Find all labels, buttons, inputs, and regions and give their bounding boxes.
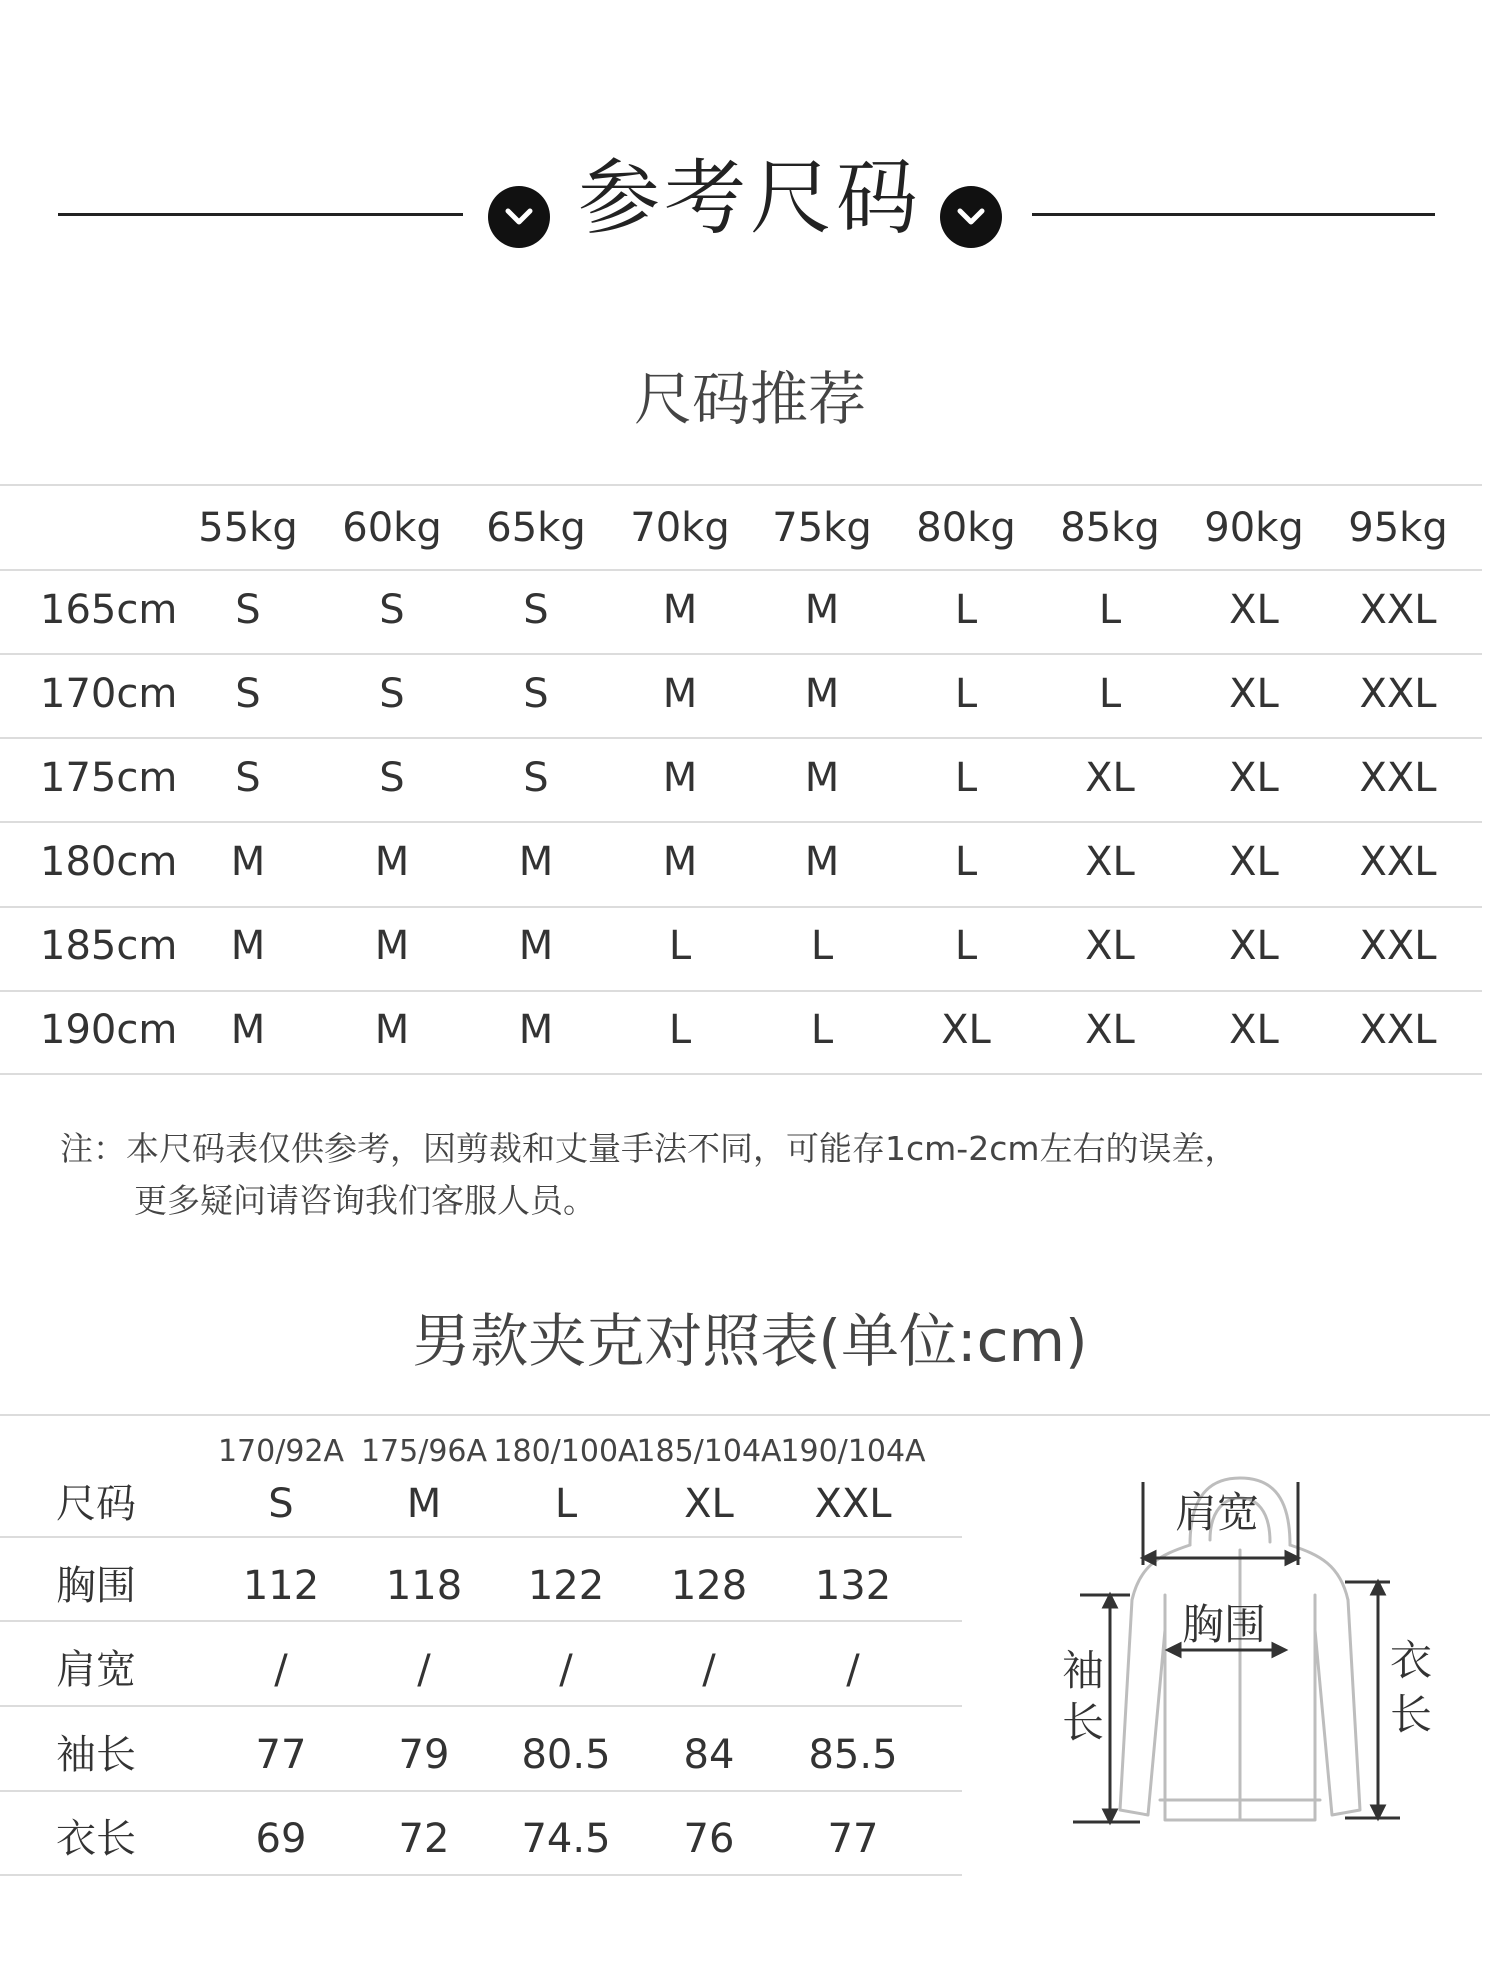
size-cell: XL (1229, 839, 1279, 885)
measure-cell: 72 (398, 1816, 450, 1862)
table-divider (0, 821, 1482, 823)
size-cell: M (374, 1007, 410, 1053)
size-cell: M (662, 839, 698, 885)
measure-cell: / (702, 1647, 716, 1693)
table-divider (0, 737, 1482, 739)
size-cell: M (662, 671, 698, 717)
measure-label: 袖长 (56, 1732, 136, 1778)
size-cell: S (268, 1481, 294, 1527)
spec-label: 185/104A (636, 1434, 782, 1469)
size-cell: M (804, 755, 840, 801)
size-cell: M (662, 587, 698, 633)
height-label: 185cm (40, 923, 178, 969)
size-cell: XL (1085, 923, 1135, 969)
chest-label: 胸围 (1182, 1600, 1267, 1649)
header-right-line (1032, 213, 1435, 216)
table-divider (0, 484, 1482, 486)
shoulder-label: 肩宽 (1175, 1488, 1260, 1537)
size-cell: S (379, 755, 405, 801)
size-cell: S (523, 755, 549, 801)
size-cell: S (235, 671, 261, 717)
measure-cell: 112 (242, 1563, 320, 1609)
weight-header: 70kg (630, 505, 730, 551)
measure-cell: / (846, 1647, 860, 1693)
size-cell: M (230, 1007, 266, 1053)
spec-label: 180/100A (493, 1434, 639, 1469)
table-divider (0, 569, 1482, 571)
size-cell: XL (1085, 839, 1135, 885)
measure-cell: 77 (255, 1732, 307, 1778)
table-divider (0, 1073, 1482, 1075)
weight-header: 95kg (1348, 505, 1448, 551)
table-divider (0, 1620, 962, 1622)
size-cell: XL (1229, 671, 1279, 717)
note-line-1: 注：本尺码表仅供参考，因剪裁和丈量手法不同，可能存1cm-2cm左右的误差， (60, 1129, 1238, 1168)
height-label: 165cm (40, 587, 178, 633)
measure-cell: 77 (827, 1816, 879, 1862)
page-title: 参考尺码 (577, 151, 922, 246)
weight-header: 85kg (1060, 505, 1160, 551)
measure-cell: 79 (398, 1732, 450, 1778)
table-divider (0, 906, 1482, 908)
height-label: 180cm (40, 839, 178, 885)
size-cell: XXL (1359, 671, 1437, 717)
measure-cell: 74.5 (521, 1816, 611, 1862)
size-cell: L (668, 1007, 692, 1053)
measure-label: 衣长 (56, 1816, 136, 1862)
measure-cell: / (417, 1647, 431, 1693)
size-cell: XL (1085, 1007, 1135, 1053)
size-cell: M (374, 923, 410, 969)
size-cell: M (518, 839, 554, 885)
size-cell: M (804, 671, 840, 717)
size-cell: S (523, 671, 549, 717)
table-divider (0, 653, 1482, 655)
size-cell: L (954, 671, 978, 717)
size-cell: S (235, 587, 261, 633)
size-cell: XXL (1359, 1007, 1437, 1053)
measure-cell: 128 (670, 1563, 748, 1609)
height-label: 190cm (40, 1007, 178, 1053)
size-cell: XL (1229, 587, 1279, 633)
measure-cell: 76 (683, 1816, 735, 1862)
table-divider (0, 990, 1482, 992)
length-label-2: 长 (1390, 1690, 1433, 1739)
size-cell: M (662, 755, 698, 801)
size-cell: M (804, 587, 840, 633)
size-cell: L (954, 923, 978, 969)
size-cell: XXL (1359, 755, 1437, 801)
table-divider (0, 1536, 962, 1538)
table-divider (0, 1874, 962, 1876)
measure-cell: / (559, 1647, 573, 1693)
measure-cell: / (274, 1647, 288, 1693)
size-cell: L (554, 1481, 578, 1527)
sleeve-label-1: 袖 (1062, 1646, 1105, 1695)
jacket-title: 男款夹克对照表(单位:cm) (412, 1307, 1088, 1375)
measure-cell: 118 (385, 1563, 463, 1609)
height-label: 175cm (40, 755, 178, 801)
spec-label: 170/92A (217, 1434, 345, 1469)
header-left-line (58, 213, 463, 216)
size-cell: XL (1085, 755, 1135, 801)
size-cell: XL (941, 1007, 991, 1053)
height-label: 170cm (40, 671, 178, 717)
measure-cell: 69 (255, 1816, 307, 1862)
size-cell: L (954, 587, 978, 633)
table-divider (0, 1414, 1490, 1416)
weight-header: 60kg (342, 505, 442, 551)
spec-label: 175/96A (360, 1434, 488, 1469)
table-divider (0, 1705, 962, 1707)
size-cell: L (810, 923, 834, 969)
size-cell: XXL (1359, 839, 1437, 885)
size-cell: L (668, 923, 692, 969)
measure-cell: 84 (683, 1732, 735, 1778)
note-line-2: 更多疑问请咨询我们客服人员。 (134, 1181, 596, 1220)
size-cell: M (406, 1481, 442, 1527)
size-cell: S (523, 587, 549, 633)
size-cell: S (379, 587, 405, 633)
size-cell: S (235, 755, 261, 801)
size-row-label: 尺码 (56, 1481, 136, 1527)
weight-header: 90kg (1204, 505, 1304, 551)
spec-label: 190/104A (780, 1434, 926, 1469)
chevron-down-icon (940, 186, 1002, 248)
size-cell: S (379, 671, 405, 717)
weight-header: 80kg (916, 505, 1016, 551)
size-cell: XL (1229, 755, 1279, 801)
measure-cell: 122 (527, 1563, 605, 1609)
measure-label: 胸围 (56, 1563, 136, 1609)
jacket-diagram (1040, 1470, 1460, 1850)
size-cell: XXL (814, 1481, 892, 1527)
size-cell: M (230, 923, 266, 969)
size-cell: XL (684, 1481, 734, 1527)
measure-cell: 132 (814, 1563, 892, 1609)
length-label-1: 衣 (1390, 1636, 1433, 1685)
table-divider (0, 1790, 962, 1792)
size-cell: M (518, 1007, 554, 1053)
size-cell: M (518, 923, 554, 969)
measure-cell: 80.5 (521, 1732, 611, 1778)
weight-header: 55kg (198, 505, 298, 551)
weight-header: 75kg (772, 505, 872, 551)
size-cell: XXL (1359, 587, 1437, 633)
size-cell: M (230, 839, 266, 885)
recommend-title: 尺码推荐 (633, 365, 866, 433)
measure-label: 肩宽 (56, 1647, 136, 1693)
size-cell: L (810, 1007, 834, 1053)
size-cell: M (804, 839, 840, 885)
size-cell: L (1098, 587, 1122, 633)
size-cell: M (374, 839, 410, 885)
size-cell: L (954, 839, 978, 885)
weight-header: 65kg (486, 505, 586, 551)
size-cell: XL (1229, 1007, 1279, 1053)
size-cell: XXL (1359, 923, 1437, 969)
size-cell: L (1098, 671, 1122, 717)
sleeve-label-2: 长 (1062, 1698, 1105, 1747)
measure-cell: 85.5 (808, 1732, 898, 1778)
size-cell: XL (1229, 923, 1279, 969)
size-cell: L (954, 755, 978, 801)
